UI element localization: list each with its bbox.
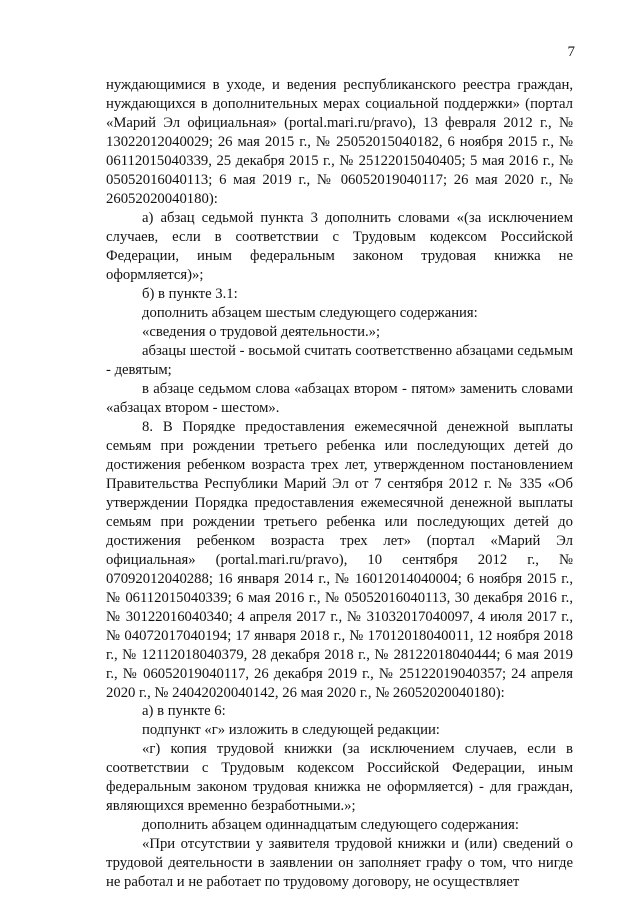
paragraph-7: в абзаце седьмом слова «абзацах втором - пятом» заменить словами «абзацах втором - шестом». (106, 380, 573, 416)
paragraph-11: «г) копия трудовой книжки (за исключением случаев, если в соответствии с Трудовым кодексом Российской Федерации, иным федеральным законом трудовая книжка не оформляется) - для граждан, являющихся временно безработными.»; (106, 741, 573, 815)
paragraph-10: подпункт «г» изложить в следующей редакции: (142, 722, 440, 739)
paragraph-9: а) в пункте 6: (142, 703, 226, 720)
document-body (106, 76, 573, 892)
paragraph-3: б) в пункте 3.1: (142, 285, 238, 302)
paragraph-13: «При отсутствии у заявителя трудовой книжки и (или) сведений о трудовой деятельности в заявлении он заполняет графу о том, что нигде не работал и не работает по трудовому договору, не осуществляет (106, 836, 573, 891)
page-number: 7 (567, 44, 575, 60)
paragraph-12: дополнить абзацем одиннадцатым следующего содержания: (142, 817, 520, 834)
paragraph-6: абзацы шестой - восьмой считать соответственно абзацами седьмым - девятым; (106, 342, 573, 378)
paragraph-2: а) абзац седьмой пункта 3 дополнить словами «(за исключением случаев, если в соответствии с Трудовым кодексом Российской Федерации, иным федеральным законом трудовая книжка не оформляется)»; (106, 209, 573, 283)
paragraph-1: нуждающимися в уходе, и ведения республиканского реестра граждан, нуждающихся в дополнительных мерах социальной поддержки» (портал «Марий Эл официальная» (portal.mari.ru/pravo), 13 февраля 2012 г., № 13022012040029; 26 мая 2015 г., № 25052015040182, 6 ноября 2015 г., № 06112015040339, 25 декабря 2015 г., № 25122015040405; 5 мая 2016 г., № 05052016040113; 6 мая 2019 г., № 06052019040117; 26 мая 2020 г., № 26052020040180): (106, 77, 573, 207)
paragraph-4: дополнить абзацем шестым следующего содержания: (142, 304, 478, 321)
paragraph-5: «сведения о трудовой деятельности.»; (142, 323, 381, 340)
paragraph-8: 8. В Порядке предоставления ежемесячной денежной выплаты семьям при рождении третьего ребенка или последующих детей до достижения ребенком возраста трех лет, утвержденном постановлением Правительства Республики Марий Эл от 7 сентября 2012 г. № 335 «Об утверждении Порядка предоставления ежемесячной денежной выплаты семьям при рождении третьего ребенка или последующих детей до достижения ребенком возраста трех лет» (портал «Марий Эл официальная» (portal.mari.ru/pravo), 10 сентября 2012 г., № 07092012040288; 16 января 2014 г., № 16012014040004; 6 ноября 2015 г., № 06112015040339; 6 мая 2016 г., № 05052016040113, 30 декабря 2016 г., № 30122016040340; 4 апреля 2017 г., № 31032017040097, 4 июля 2017 г., № 04072017040194; 17 января 2018 г., № 17012018040011, 12 ноября 2018 г., № 12112018040379, 28 декабря 2018 г., № 28122018040444; 6 мая 2019 г., № 06052019040117, 26 декабря 2019 г., № 25122019040357; 24 апреля 2020 г., № 24042020040142, 26 мая 2020 г., № 26052020040180): (106, 418, 573, 701)
